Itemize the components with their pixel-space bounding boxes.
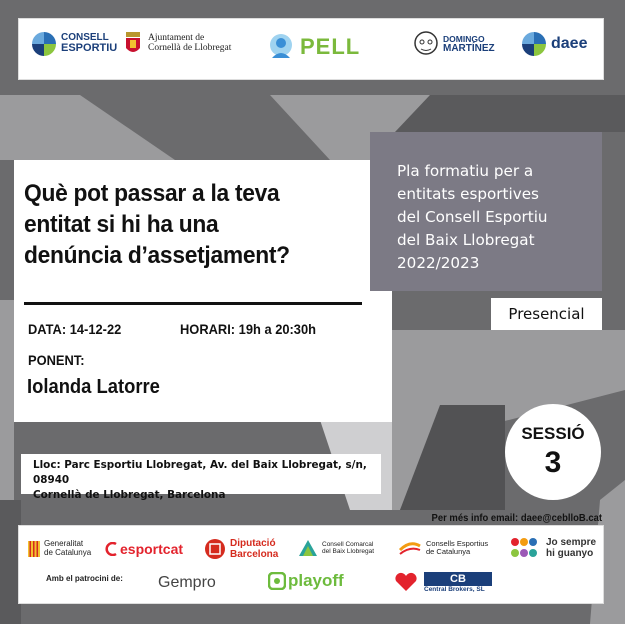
jo-sempre-line1: Jo sempre bbox=[546, 537, 597, 548]
consell-comarcal-line2: del Baix Llobregat bbox=[322, 548, 375, 555]
consells-esportius-icon bbox=[398, 540, 422, 556]
daee-text: daee bbox=[551, 35, 588, 52]
domingo-martinez-logo bbox=[413, 30, 495, 60]
pell-icon bbox=[266, 32, 296, 62]
coat-of-arms-icon bbox=[124, 32, 142, 56]
dots-icon bbox=[510, 536, 546, 560]
speaker-label: PONENT: bbox=[28, 352, 85, 368]
generalitat-logo bbox=[28, 540, 91, 558]
cb-text: CB bbox=[424, 572, 492, 586]
session-badge bbox=[505, 404, 601, 500]
consells-esportius-line2: de Catalunya bbox=[426, 547, 471, 557]
daee-logo bbox=[521, 30, 587, 58]
info-email: Per més info email: daee@ceblloB.cat bbox=[431, 512, 602, 524]
playoff-icon bbox=[268, 572, 286, 590]
pell-text: PELL bbox=[300, 34, 361, 59]
consell-comarcal-icon bbox=[298, 539, 318, 557]
diputacio-logo bbox=[204, 538, 278, 560]
consells-esportius-logo bbox=[398, 540, 488, 557]
heart-logo bbox=[394, 572, 418, 592]
esportcat-text: esportcat bbox=[120, 541, 184, 557]
pell-logo bbox=[266, 32, 360, 62]
headline-line-2: entitat si hi ha una bbox=[24, 211, 219, 238]
speaker-name: Iolanda Latorre bbox=[27, 376, 160, 398]
headline-line-3: denúncia d’assetjament? bbox=[24, 242, 290, 269]
plan-line-1: Pla formatiu per a bbox=[397, 162, 534, 180]
sponsor-label: Amb el patrocini de: bbox=[46, 574, 123, 583]
headline-line-1: Què pot passar a la teva bbox=[24, 180, 280, 207]
plan-line-3: del Consell Esportiu bbox=[397, 208, 548, 226]
date-field bbox=[28, 321, 121, 337]
esportcat-icon bbox=[104, 542, 118, 556]
senyera-icon bbox=[28, 541, 40, 557]
date-label: DATA: bbox=[28, 321, 67, 337]
place-line-1: Lloc: Parc Esportiu Llobregat, Av. del Baix Llobregat, s/n, 08940 bbox=[33, 459, 367, 486]
consell-esportiu-logo bbox=[30, 30, 117, 58]
plan-line-5: 2022/2023 bbox=[397, 254, 480, 272]
diputacio-line2: Barcelona bbox=[230, 549, 279, 560]
gempro-logo bbox=[158, 574, 216, 592]
consell-comarcal-line1: Consell Comarcal bbox=[322, 540, 374, 548]
diputacio-icon bbox=[204, 538, 226, 560]
cb-logo bbox=[424, 572, 492, 593]
jo-sempre-logo bbox=[510, 536, 596, 560]
consell-line1: CONSELL bbox=[61, 31, 109, 43]
ajuntament-line1: Ajuntament de bbox=[148, 33, 205, 44]
event-headline bbox=[24, 178, 359, 271]
consell-comarcal-logo bbox=[298, 539, 374, 557]
time-field bbox=[180, 321, 316, 337]
generalitat-line2: de Catalunya bbox=[44, 547, 92, 557]
place-text bbox=[33, 458, 383, 503]
time-label: HORARI: bbox=[180, 321, 236, 337]
playoff-text: playoff bbox=[288, 571, 344, 590]
plan-text bbox=[397, 160, 597, 275]
time-value: 19h a 20:30h bbox=[238, 321, 317, 337]
cb-subtext: Central Brokers, SL bbox=[424, 586, 485, 593]
plan-line-2: entitats esportives bbox=[397, 185, 539, 203]
ajuntament-line2: Cornellà de Llobregat bbox=[148, 43, 232, 53]
playoff-logo bbox=[268, 571, 344, 591]
headline-divider bbox=[24, 302, 362, 305]
heart-icon bbox=[394, 572, 418, 592]
plan-line-4: del Baix Llobregat bbox=[397, 231, 535, 249]
gempro-text: Gempro bbox=[158, 574, 216, 591]
consell-line2: ESPORTIU bbox=[61, 42, 118, 55]
diputacio-line1: Diputació bbox=[230, 538, 276, 549]
generalitat-line1: Generalitat bbox=[44, 539, 84, 548]
ajuntament-logo bbox=[124, 32, 231, 56]
martinez-line2: MARTÍNEZ bbox=[443, 43, 495, 55]
portrait-icon bbox=[413, 30, 439, 60]
consell-esportiu-icon bbox=[30, 30, 58, 58]
date-value: 14-12-22 bbox=[69, 321, 122, 337]
daee-icon bbox=[521, 30, 547, 58]
esportcat-logo bbox=[104, 541, 183, 557]
session-number: 3 bbox=[544, 446, 562, 479]
jo-sempre-line2: hi guanyo bbox=[546, 548, 594, 559]
martinez-line1: DOMINGO bbox=[443, 34, 485, 45]
session-label: SESSIÓ bbox=[521, 424, 585, 443]
mode-badge: Presencial bbox=[491, 298, 602, 330]
consells-esportius-line1: Consells Esportius bbox=[426, 539, 489, 548]
place-line-2: Cornellà de Llobregat, Barcelona bbox=[33, 489, 226, 501]
